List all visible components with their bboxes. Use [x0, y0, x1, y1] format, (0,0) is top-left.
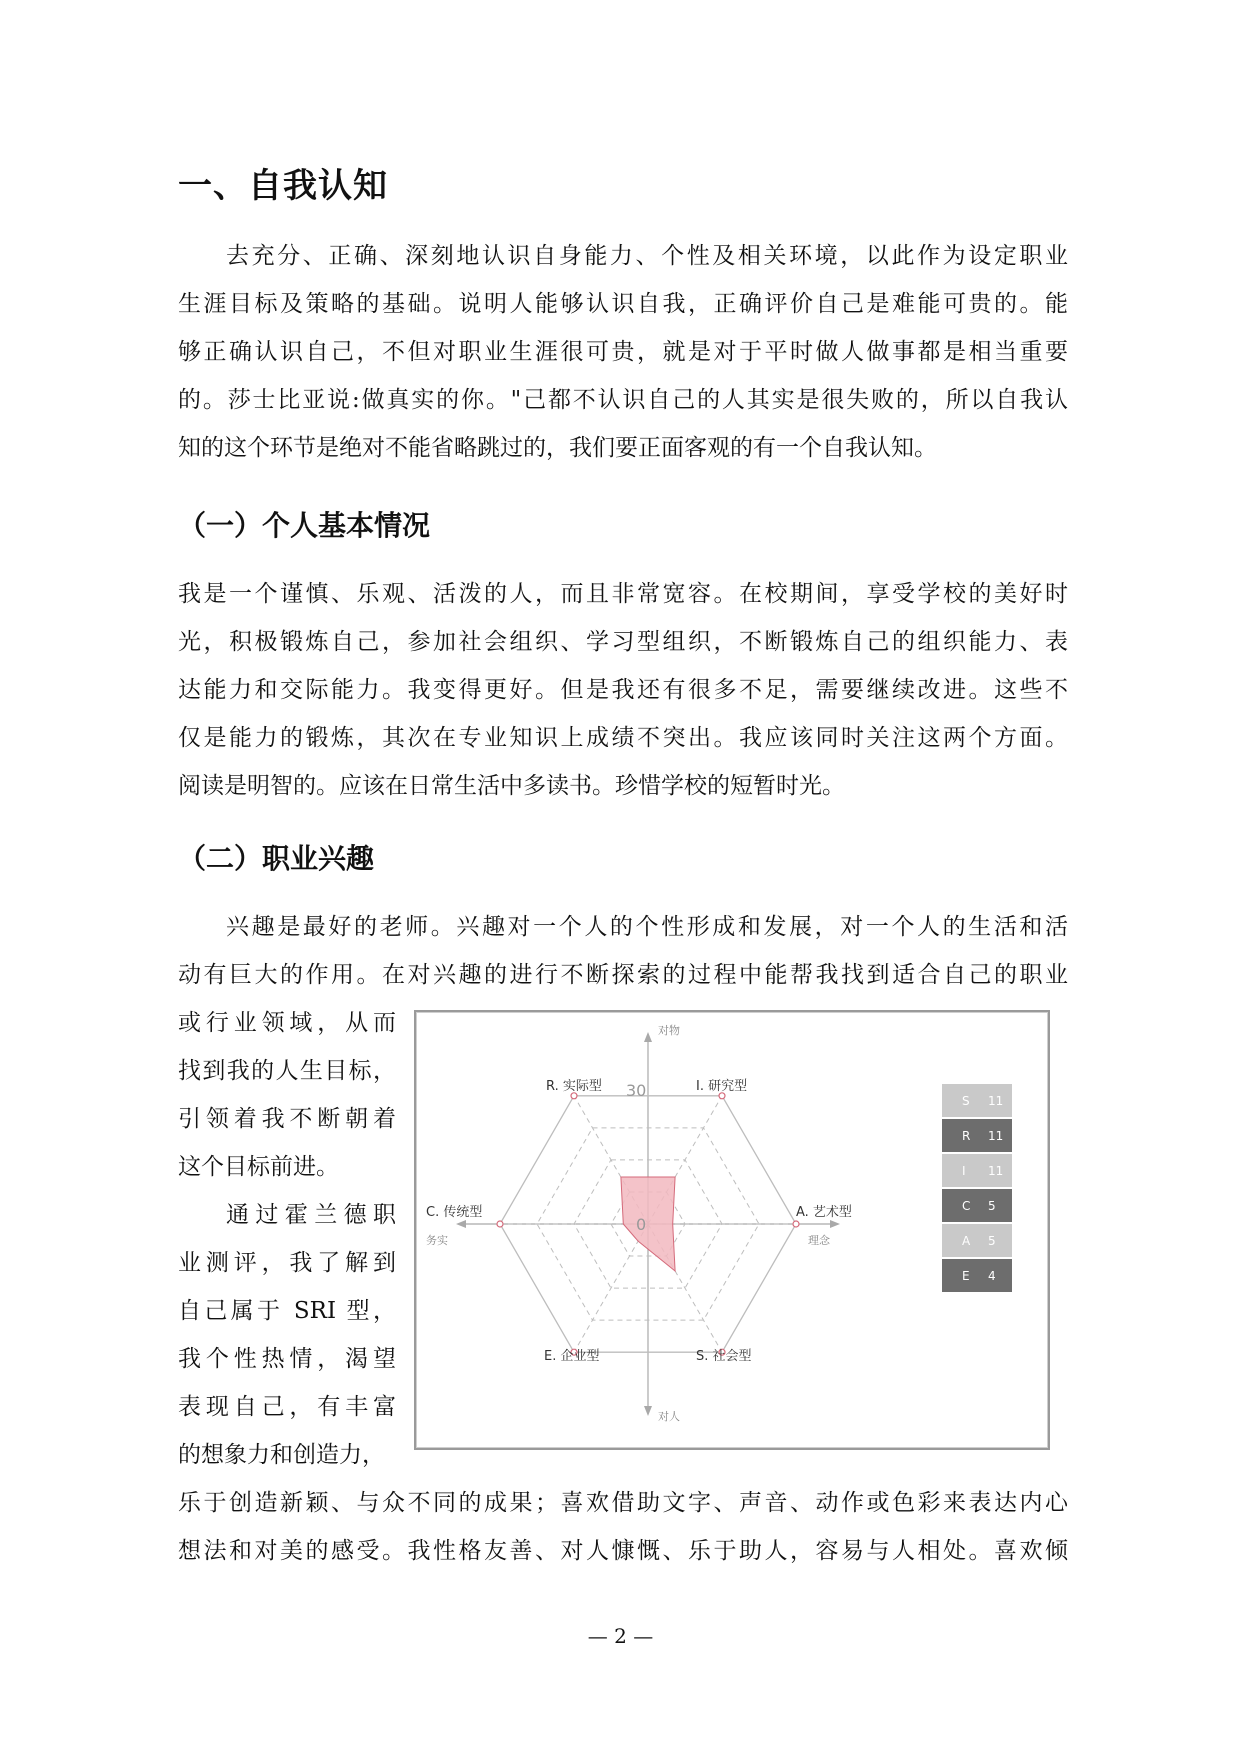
intro-line: 知的这个环节是绝对不能省略跳过的，我们要正面客观的有一个自我认知。	[178, 435, 937, 461]
radar-category-label: E. 企业型	[544, 1349, 600, 1364]
axis-arrow-down	[644, 1406, 652, 1416]
basic-line: 光，积极锻炼自己，参加社会组织、学习型组织，不断锻炼自己的组织能力、表	[178, 629, 1068, 655]
intro-line: 去充分、正确、深刻地认识自身能力、个性及相关环境，以此作为设定职业	[226, 243, 1068, 269]
basic-info-paragraph	[178, 570, 1068, 810]
basic-line: 阅读是明智的。应该在日常生活中多读书。珍惜学校的短暂时光。	[178, 773, 845, 799]
side-line: 找到我的人生目标，	[178, 1058, 396, 1084]
axis-label-top: 对物	[658, 1024, 680, 1037]
intro-paragraph	[178, 232, 1068, 472]
legend-value: 11	[988, 1164, 1004, 1178]
radar-vertex-dot	[793, 1221, 799, 1227]
legend-box	[942, 1224, 1012, 1257]
radar-category-label: C. 传统型	[426, 1205, 483, 1220]
basic-line: 我是一个谨慎、乐观、活泼的人，而且非常宽容。在校期间，享受学校的美好时	[178, 581, 1068, 607]
axis-arrow-left	[456, 1220, 466, 1228]
tail-line: 乐于创造新颖、与众不同的成果；喜欢借助文字、声音、动作或色彩来表达内心	[178, 1490, 1068, 1516]
side-line: 或行业领域，从而	[178, 1010, 396, 1036]
legend-letter: C	[962, 1199, 971, 1213]
legend-value: 11	[988, 1129, 1004, 1143]
radar-category-label: I. 研究型	[696, 1079, 748, 1094]
radar-category-label: S. 社会型	[696, 1349, 752, 1364]
side-line: 的想象力和创造力，	[178, 1442, 385, 1468]
axis-label-right: 理念	[808, 1234, 830, 1247]
radar-category-label: A. 艺术型	[796, 1205, 852, 1220]
legend-box	[942, 1189, 1012, 1222]
intro-line: 的。莎士比亚说:做真实的你。"己都不认识自己的人其实是很失败的，所以自我认	[178, 387, 1068, 413]
side-line: 通过霍兰德职	[226, 1202, 396, 1228]
legend-letter: S	[962, 1094, 970, 1108]
legend-letter: E	[962, 1269, 970, 1283]
legend-value: 5	[988, 1234, 996, 1248]
tail-line: 想法和对美的感受。我性格友善、对人慷慨、乐于助人，容易与人相处。喜欢倾	[178, 1538, 1068, 1564]
radar-category-label: R. 实际型	[546, 1079, 602, 1094]
tail-paragraph	[178, 1479, 1068, 1575]
radar-scale-zero-label: 0	[636, 1215, 647, 1234]
page-number: — 2 —	[587, 1624, 654, 1648]
subheading-career-interest: （二）职业兴趣	[178, 842, 375, 875]
axis-arrow-right	[830, 1220, 840, 1228]
interest-line: 兴趣是最好的老师。兴趣对一个人的个性形成和发展，对一个人的生活和活	[226, 914, 1068, 940]
axis-label-bottom: 对人	[658, 1410, 680, 1423]
legend-value: 5	[988, 1199, 996, 1213]
interest-paragraph	[178, 903, 1068, 999]
legend-box	[942, 1259, 1012, 1292]
legend-letter: I	[962, 1164, 966, 1178]
radar-vertex-dot	[497, 1221, 503, 1227]
radar-chart-svg	[416, 1012, 1048, 1448]
side-line: 我个性热情，渴望	[178, 1346, 396, 1372]
side-text-a	[178, 999, 396, 1191]
intro-line: 生涯目标及策略的基础。说明人能够认识自我，正确评价自己是难能可贵的。能	[178, 291, 1068, 317]
legend-value: 11	[988, 1094, 1004, 1108]
legend-letter: A	[962, 1234, 971, 1248]
side-line: 这个目标前进。	[178, 1154, 339, 1180]
side-line: 表现自己，有丰富	[178, 1394, 396, 1420]
side-line: 自己属于 SRI 型，	[178, 1298, 396, 1324]
legend-letter: R	[962, 1129, 971, 1143]
subheading-basic-info: （一）个人基本情况	[178, 509, 431, 542]
side-line: 引领着我不断朝着	[178, 1106, 396, 1132]
intro-line: 够正确认识自己，不但对职业生涯很可贵，就是对于平时做人做事都是相当重要	[178, 339, 1068, 365]
axis-label-left: 务实	[426, 1234, 448, 1247]
section-heading-self-awareness: 一、自我认知	[178, 166, 388, 206]
basic-line: 达能力和交际能力。我变得更好。但是我还有很多不足，需要继续改进。这些不	[178, 677, 1068, 703]
side-text-b	[178, 1191, 396, 1479]
radar-scale-max-label: 30	[626, 1081, 647, 1100]
holland-radar-chart	[414, 1010, 1050, 1450]
axis-arrow-up	[644, 1032, 652, 1042]
side-line: 业测评，我了解到	[178, 1250, 396, 1276]
interest-line: 动有巨大的作用。在对兴趣的进行不断探索的过程中能帮我找到适合自己的职业	[178, 962, 1068, 988]
basic-line: 仅是能力的锻炼，其次在专业知识上成绩不突出。我应该同时关注这两个方面。	[178, 725, 1068, 751]
legend-value: 4	[988, 1269, 996, 1283]
